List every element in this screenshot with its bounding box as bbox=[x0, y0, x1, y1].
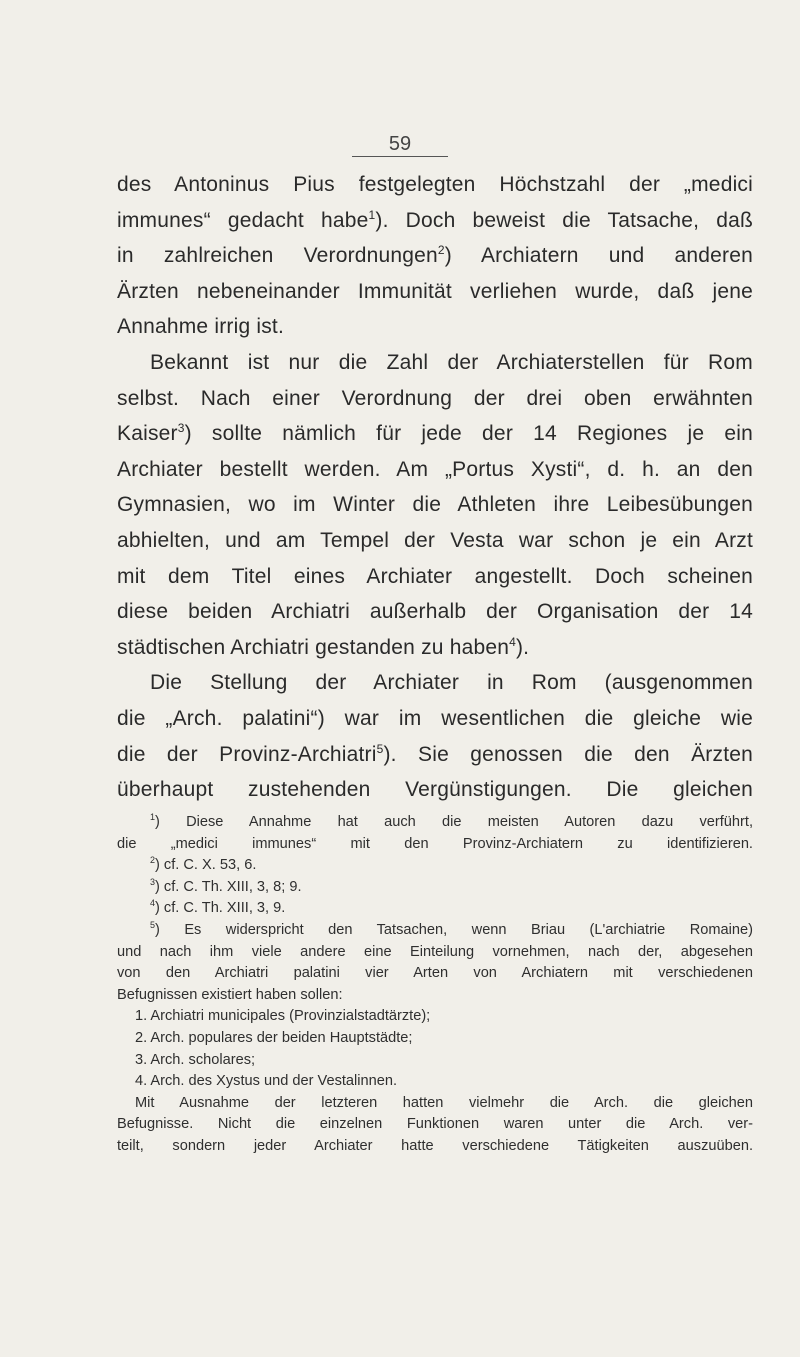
footnote-line bbox=[117, 985, 753, 1007]
text-line bbox=[117, 630, 753, 666]
text-segment: die „Arch. palatini“) war im wesentlichen die gleiche wie bbox=[117, 706, 753, 730]
text-line bbox=[117, 167, 753, 203]
text-segment: ). Doch beweist die Tatsache, daß bbox=[375, 208, 754, 232]
footnote-line bbox=[117, 1006, 753, 1028]
text-line bbox=[117, 309, 753, 345]
page-number: 59 bbox=[388, 133, 412, 155]
footnote-text: Befugnissen existiert haben sollen: bbox=[117, 986, 343, 1003]
footnote-text: ) Es widerspricht den Tatsachen, wenn Briau (L'archiatrie Romaine) bbox=[155, 921, 753, 938]
text-segment: Bekannt ist nur die Zahl der Archiaterstellen für Rom bbox=[150, 350, 753, 374]
footnote-text: und nach ihm viele andere eine Einteilung vornehmen, nach der, abgesehen bbox=[117, 943, 753, 960]
footnote-ref: 4 bbox=[509, 634, 516, 649]
footnote-line bbox=[117, 963, 753, 985]
text-line bbox=[117, 238, 753, 274]
text-segment: ) Archiatern und anderen bbox=[444, 244, 753, 268]
footnote-ref: 3 bbox=[177, 421, 185, 436]
text-segment: überhaupt zustehenden Vergünstigungen. Die gleichen bbox=[117, 778, 753, 802]
footnote-text: 3. Arch. scholares; bbox=[135, 1051, 256, 1068]
footnote-text: ) cf. C. Th. XIII, 3, 8; 9. bbox=[155, 878, 302, 895]
footnote-line bbox=[117, 1071, 753, 1093]
text-line bbox=[117, 523, 753, 559]
text-line bbox=[117, 345, 753, 381]
text-segment: Ärzten nebeneinander Immunität verliehen wurde, daß jene bbox=[117, 279, 753, 303]
footnote-line bbox=[117, 1050, 753, 1072]
footnote-marker: 3 bbox=[150, 876, 156, 887]
text-segment: Annahme irrig ist. bbox=[117, 315, 284, 339]
footnote-line bbox=[117, 1093, 753, 1115]
footnote-ref: 5 bbox=[376, 741, 384, 756]
text-line bbox=[117, 416, 753, 452]
main-text bbox=[117, 167, 753, 808]
text-segment: ) sollte nämlich für jede der 14 Regiones je ein bbox=[184, 422, 753, 446]
text-segment: Kaiser bbox=[117, 422, 178, 446]
text-segment: Archiater bestellt werden. Am „Portus Xysti“, d. h. an den bbox=[117, 457, 753, 481]
footnote-text: 4. Arch. des Xystus und der Vestalinnen. bbox=[135, 1073, 398, 1090]
text-segment: städtischen Archiatri gestanden zu haben bbox=[117, 635, 510, 659]
footnote-text: Mit Ausnahme der letzteren hatten vielmehr die Arch. die gleichen bbox=[135, 1094, 753, 1111]
text-segment: des Antoninus Pius festgelegten Höchstzahl der „medici bbox=[117, 173, 753, 196]
text-segment: die der Provinz-Archiatri bbox=[117, 742, 377, 766]
text-line bbox=[117, 487, 753, 523]
text-segment: ). Sie genossen die den Ärzten bbox=[383, 742, 753, 766]
text-segment: Die Stellung der Archiater in Rom (ausgenommen bbox=[150, 671, 753, 695]
text-segment: diese beiden Archiatri außerhalb der Organisation der 14 bbox=[117, 600, 753, 624]
footnotes bbox=[117, 812, 753, 1158]
text-segment: Gymnasien, wo im Winter die Athleten ihre Leibesübungen bbox=[117, 493, 753, 517]
footnote-line bbox=[117, 855, 753, 877]
text-line bbox=[117, 701, 753, 737]
footnote-line bbox=[117, 1028, 753, 1050]
page-number-rule bbox=[352, 156, 448, 157]
text-line bbox=[117, 594, 753, 630]
footnote-text: Befugnisse. Nicht die einzelnen Funktionen waren unter die Arch. ver- bbox=[117, 1116, 753, 1133]
footnote-ref: 2 bbox=[437, 243, 445, 258]
text-segment: immunes“ gedacht habe bbox=[117, 208, 369, 232]
footnote-line bbox=[117, 1136, 753, 1158]
footnote-text: von den Archiatri palatini vier Arten von Archiatern mit verschiedenen bbox=[117, 965, 753, 982]
footnote-text: ) Diese Annahme hat auch die meisten Autoren dazu verführt, bbox=[155, 814, 753, 830]
text-segment: selbst. Nach einer Verordnung der drei oben erwähnten bbox=[117, 386, 753, 410]
footnote-text: 2. Arch. populares der beiden Hauptstädte; bbox=[135, 1029, 413, 1046]
text-segment: mit dem Titel eines Archiater angestellt. Doch scheinen bbox=[117, 564, 753, 588]
footnote-text: ) cf. C. Th. XIII, 3, 9. bbox=[155, 900, 286, 917]
text-line bbox=[117, 737, 753, 773]
text-line bbox=[117, 772, 753, 808]
footnote-line bbox=[117, 898, 753, 920]
text-line bbox=[117, 452, 753, 488]
footnote-text: ) cf. C. X. 53, 6. bbox=[155, 857, 257, 874]
text-line bbox=[117, 381, 753, 417]
footnote-line bbox=[117, 877, 753, 899]
footnote-marker: 1 bbox=[150, 812, 156, 822]
footnote-marker: 5 bbox=[150, 919, 156, 930]
footnote-marker: 2 bbox=[150, 855, 156, 866]
footnote-line bbox=[117, 1114, 753, 1136]
footnote-line bbox=[117, 834, 753, 856]
text-line bbox=[117, 559, 753, 595]
text-line bbox=[117, 274, 753, 310]
text-segment: ). bbox=[515, 635, 530, 659]
footnote-ref: 1 bbox=[368, 207, 376, 222]
footnote-text: teilt, sondern jeder Archiater hatte verschiedene Tätigkeiten auszuüben. bbox=[117, 1137, 753, 1154]
footnote-line bbox=[117, 942, 753, 964]
footnote-text: die „medici immunes“ mit den Provinz-Archiatern zu identifizieren. bbox=[117, 835, 753, 852]
footnote-line bbox=[117, 920, 753, 942]
footnote-marker: 4 bbox=[150, 898, 156, 909]
text-line bbox=[117, 203, 753, 239]
footnote-line bbox=[117, 812, 753, 834]
text-segment: abhielten, und am Tempel der Vesta war schon je ein Arzt bbox=[117, 528, 753, 552]
text-segment: in zahlreichen Verordnungen bbox=[117, 244, 438, 268]
text-line bbox=[117, 665, 753, 701]
footnote-text: 1. Archiatri municipales (Provinzialstadtärzte); bbox=[135, 1008, 431, 1025]
